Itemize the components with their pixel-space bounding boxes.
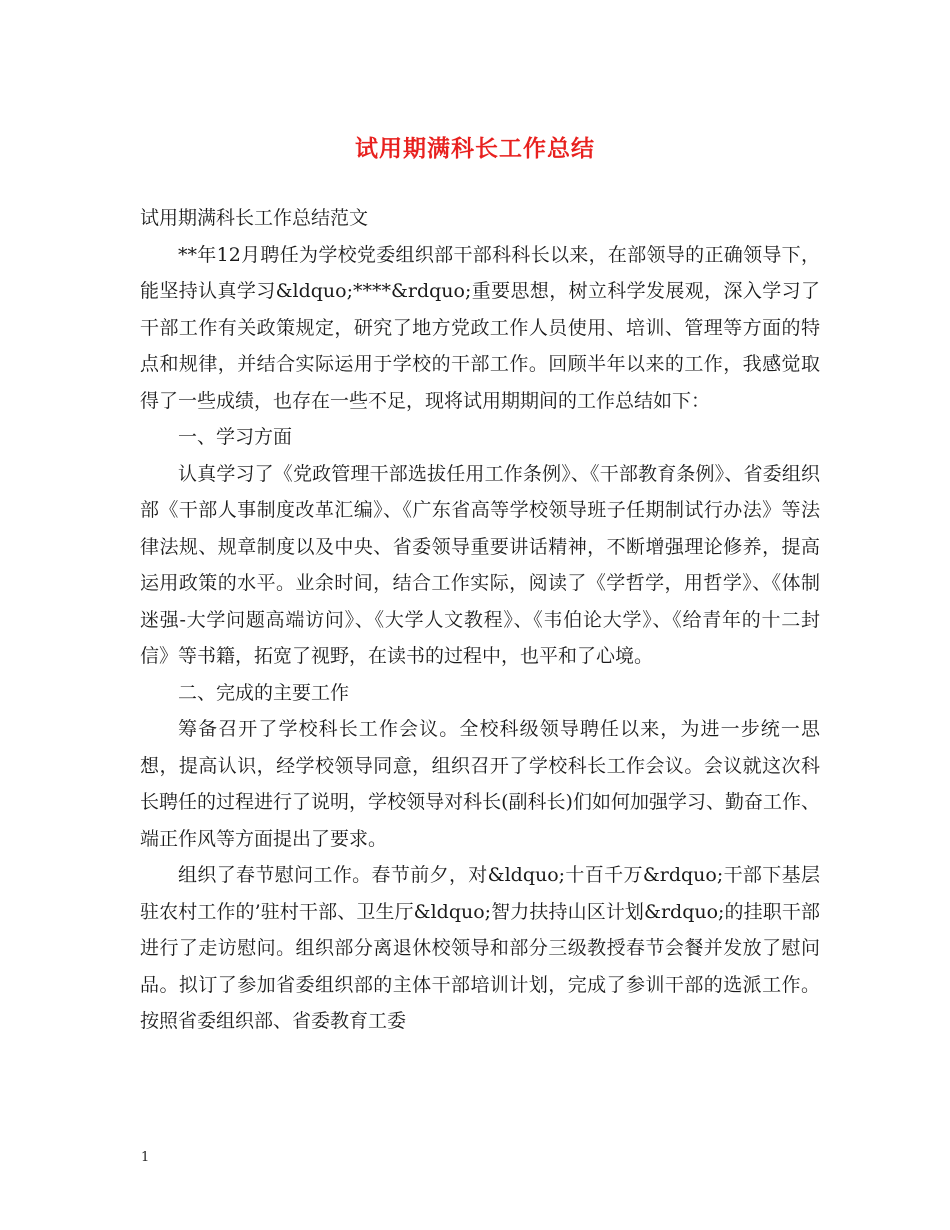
subtitle-paragraph: 试用期满科长工作总结范文 xyxy=(140,207,369,229)
section-heading-study: 一、学习方面 xyxy=(178,426,293,448)
page-number: 1 xyxy=(141,1150,150,1165)
meeting-paragraph: 筹备召开了学校科长工作会议。全校科级领导聘任以来，为进一步统一思想，提高认识，经学校领导同意，组织召开了学校科长工作会议。会议就这次科长聘任的过程进行了说明，学校领导对科长(副科长)们如何加强学习、勤奋工作、端正作风等方面提出了要求。 xyxy=(140,718,820,850)
study-paragraph: 认真学习了《党政管理干部选拔任用工作条例》、《干部教育条例》、省委组织部《干部人事制度改革汇编》、《广东省高等学校领导班子任期制试行办法》等法律法规、规章制度以及中央、省委领导重要讲话精神，不断增强理论修养，提高运用政策的水平。业余时间，结合工作实际，阅读了《学哲学，用哲学》、《体制迷强-大学问题高端访问》、《大学人文教程》、《韦伯论大学》、《给青年的十二封信》等书籍，拓宽了视野，在读书的过程中，也平和了心境。 xyxy=(140,462,820,667)
section-heading-work: 二、完成的主要工作 xyxy=(178,681,350,704)
spring-festival-paragraph: 组织了春节慰问工作。春节前夕，对&ldquo;十百千万&rdquo;干部下基层驻农村工作的’驻村干部、卫生厅&ldquo;智力扶持山区计划&rdquo;的挂职干部进行了走访慰问。组织部分离退休校领导和部分三级教授春节会餐并发放了慰问品。拟订了参加省委组织部的主体干部培训计划，完成了参训干部的选派工作。按照省委组织部、省委教育工委 xyxy=(140,864,820,1032)
document-body xyxy=(140,200,820,1040)
intro-paragraph: **年12月聘任为学校党委组织部干部科科长以来，在部领导的正确领导下，能坚持认真学习&ldquo;****&rdquo;重要思想，树立科学发展观，深入学习了干部工作有关政策规定，研究了地方党政工作人员使用、培训、管理等方面的特点和规律，并结合实际运用于学校的干部工作。回顾半年以来的工作，我感觉取得了一些成绩，也存在一些不足，现将试用期期间的工作总结如下： xyxy=(140,243,820,412)
document-title: 试用期满科长工作总结 xyxy=(355,135,595,162)
